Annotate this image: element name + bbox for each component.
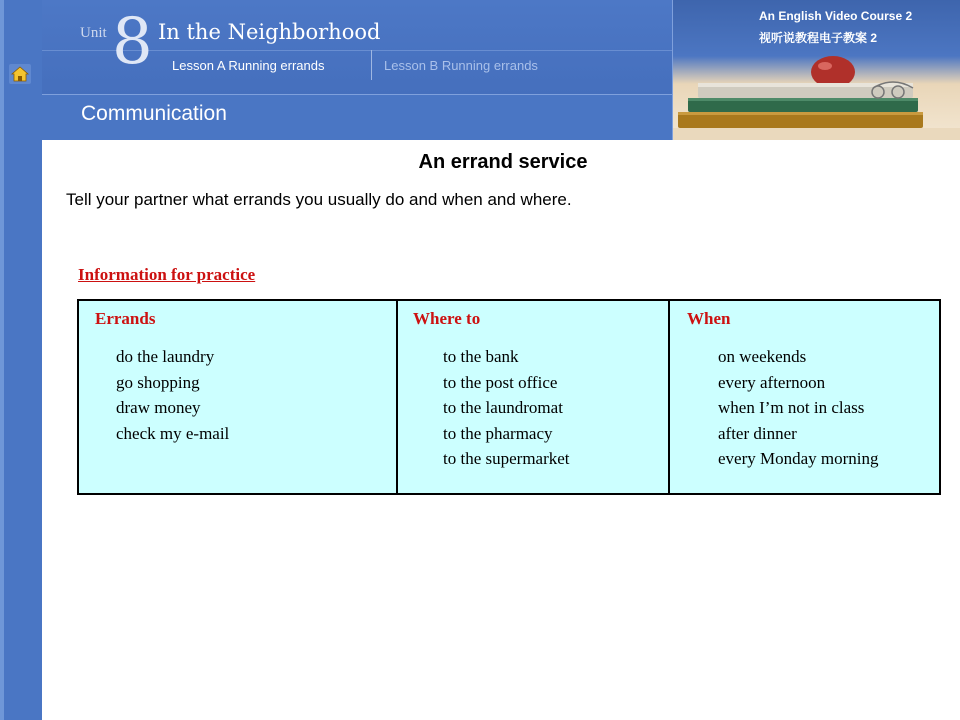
where-list [443, 344, 570, 472]
course-banner [673, 0, 960, 140]
home-button[interactable] [9, 64, 31, 84]
info-table [77, 299, 941, 495]
list-item: to the post office [443, 372, 558, 392]
where-header: Where to [413, 309, 481, 328]
unit-number: 8 [112, 5, 153, 79]
instruction-text: Tell your partner what errands you usually do and when and where. [66, 190, 572, 209]
left-sidebar [0, 0, 42, 720]
errands-list [116, 344, 229, 446]
list-item: to the supermarket [443, 449, 570, 468]
content-title: An errand service [418, 151, 588, 173]
when-list [718, 344, 879, 472]
lesson-separator [371, 50, 372, 80]
list-item: go shopping [116, 372, 200, 392]
errands-header: Errands [95, 309, 156, 328]
when-column [670, 301, 939, 493]
list-item: every Monday morning [718, 449, 879, 468]
list-item: draw money [116, 398, 201, 417]
header-divider [42, 94, 674, 95]
unit-label: Unit [80, 25, 107, 41]
course-title-cn: 视听说教程电子教案 2 [759, 31, 878, 45]
list-item: check my e-mail [116, 423, 230, 443]
where-column [398, 301, 669, 493]
section-title: Communication [81, 102, 227, 125]
sidebar-edge [0, 0, 4, 720]
info-heading: Information for practice [78, 265, 256, 284]
home-icon [9, 64, 31, 84]
list-item: do the laundry [116, 347, 215, 366]
course-title-en: An English Video Course 2 [759, 9, 913, 23]
lesson-b-link[interactable]: Lesson B Running errands [384, 58, 538, 73]
list-item: to the bank [443, 347, 519, 366]
list-item: when I’m not in class [718, 398, 865, 417]
list-item: on weekends [718, 347, 807, 366]
list-item: after dinner [718, 423, 797, 443]
lesson-a-link[interactable]: Lesson A Running errands [172, 58, 325, 73]
list-item: every afternoon [718, 372, 826, 392]
when-header: When [687, 309, 731, 328]
unit-title: In the Neighborhood [158, 20, 381, 44]
list-item: to the laundromat [443, 398, 563, 417]
list-item: to the pharmacy [443, 423, 553, 443]
errands-column [79, 301, 397, 493]
